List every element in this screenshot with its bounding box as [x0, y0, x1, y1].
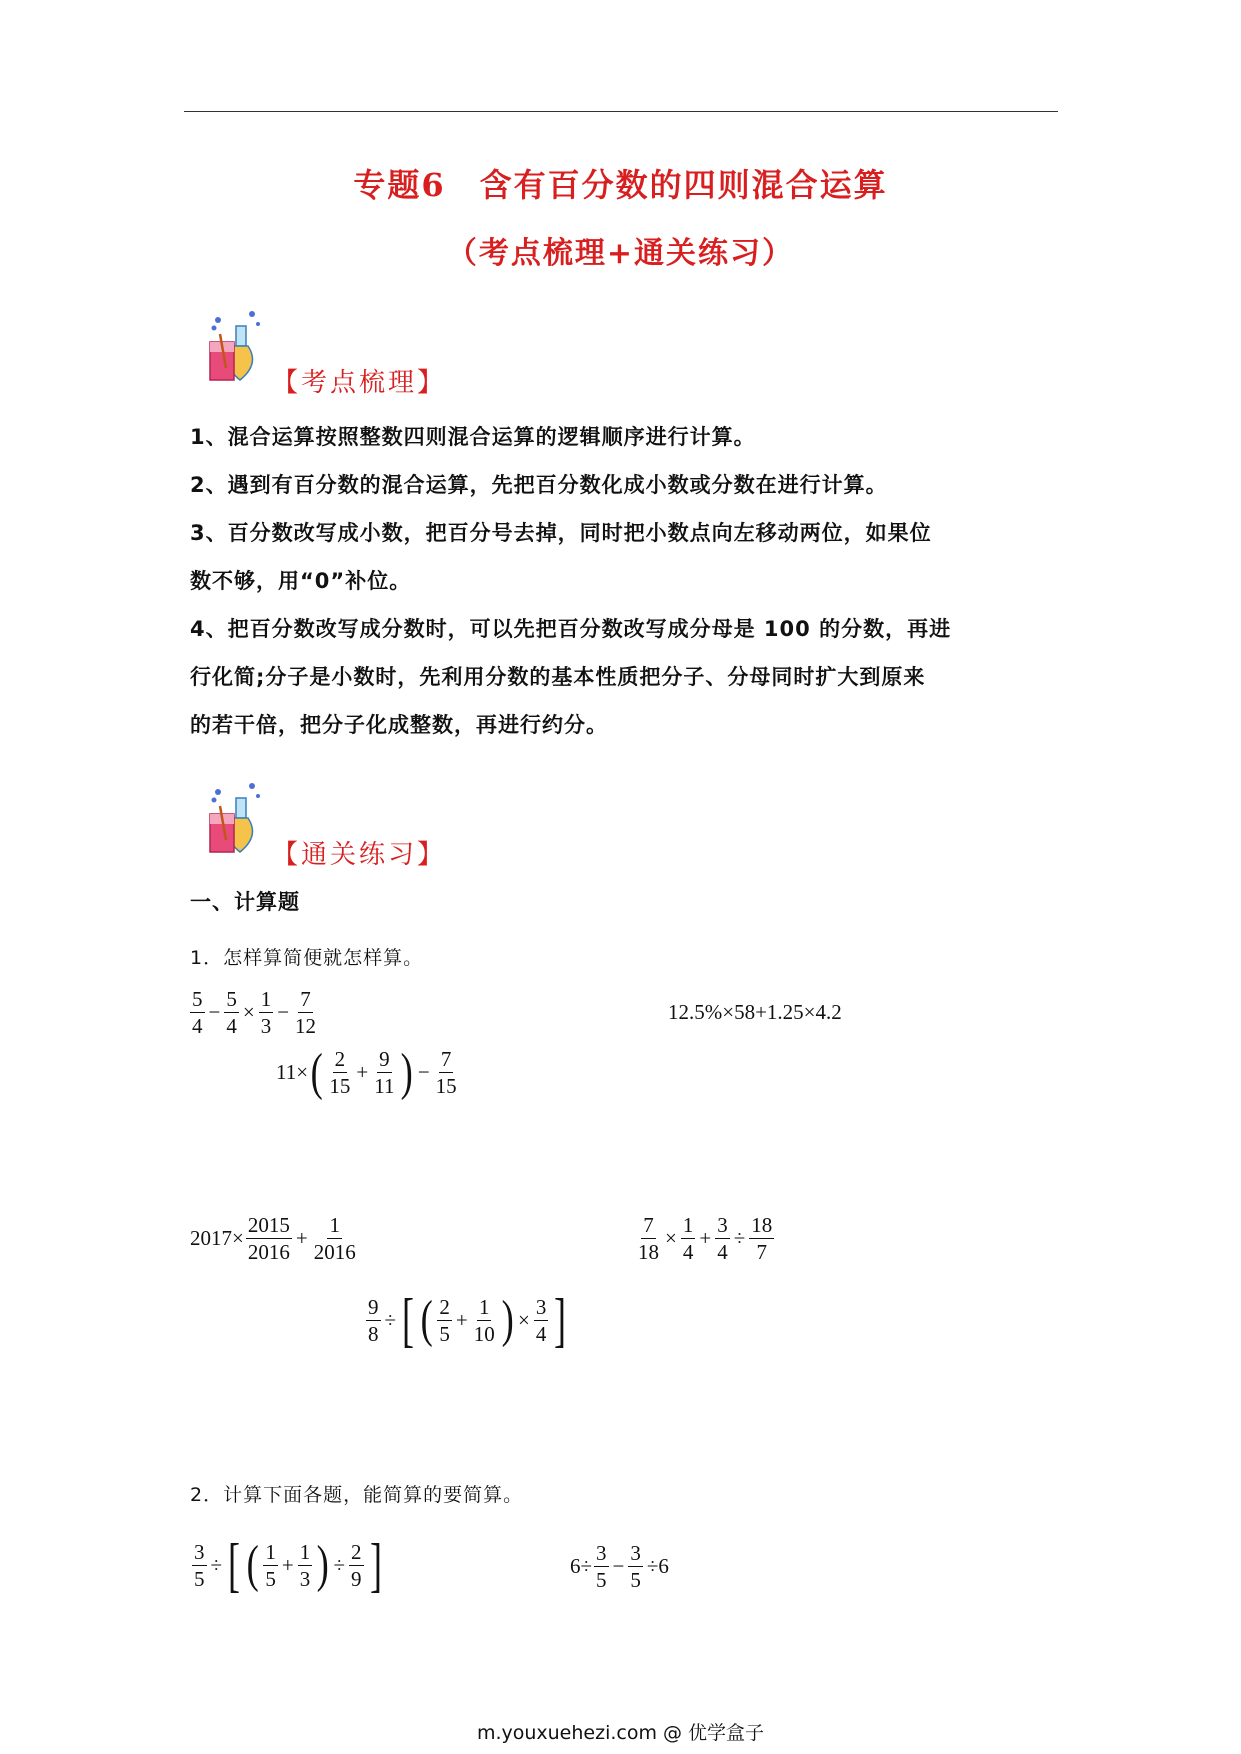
fraction: $\frac{2015}{2016}$ — [247, 1213, 290, 1264]
flask-beaker-icon — [206, 308, 262, 388]
fraction: $\frac{1}{3}$ — [260, 987, 272, 1038]
point-line: 行化简;分子是小数时，先利用分数的基本性质把分子、分母同时扩大到原来 — [190, 665, 926, 689]
fraction: $\frac{3}{5}$ — [596, 1541, 607, 1592]
page-title: 专题6 含有百分数的四则混合运算 — [353, 166, 888, 204]
q1-expression-2: 12.5%×58+1.25×4.2 — [668, 1000, 842, 1024]
q1-expression-4: 2017× $\frac{2015}{2016}$ + $\frac{1}{2016}$ — [190, 1213, 356, 1264]
point-line: 的若干倍，把分子化成整数，再进行约分。 — [190, 713, 608, 737]
point-line: 数不够，用“0”补位。 — [190, 569, 412, 593]
q1-expression-5: $\frac{7}{18}$ × $\frac{1}{4}$ + $\frac{3}{4}$ ÷ $\frac{18}{7}$ — [638, 1213, 773, 1264]
point-line: 1、混合运算按照整数四则混合运算的逻辑顺序进行计算。 — [190, 425, 756, 449]
fraction: $\frac{5}{4}$ — [192, 987, 203, 1038]
footer-source: m.youxuehezi.com @ 优学盒子 — [476, 1722, 765, 1744]
fraction: $\frac{7}{12}$ — [295, 987, 317, 1038]
point-line: 4、把百分数改写成分数时，可以先把百分数改写成分母是 100 的分数，再进 — [190, 617, 952, 641]
q2-expression-1: $\frac{3}{5}$ ÷ [ ( $\frac{1}{5}$ + $\frac{1}{3}$ ) ÷ $\frac{2}{9}$ ] — [194, 1532, 382, 1598]
fraction: $\frac{1}{10}$ — [473, 1294, 495, 1346]
question-1-prompt: 1．怎样算简便就怎样算。 — [190, 947, 424, 969]
fraction: $\frac{5}{4}$ — [226, 987, 237, 1038]
section-label-practice: 【通关练习】 — [272, 840, 447, 870]
top-rule — [184, 111, 1058, 112]
fraction: $\frac{1}{3}$ — [299, 1539, 311, 1591]
point-line: 2、遇到有百分数的混合运算，先把百分数化成小数或分数在进行计算。 — [190, 473, 888, 497]
fraction: $\frac{1}{5}$ — [265, 1539, 276, 1591]
fraction: $\frac{3}{4}$ — [535, 1294, 547, 1346]
flask-beaker-icon — [206, 780, 262, 860]
fraction: $\frac{1}{2016}$ — [313, 1213, 356, 1264]
fraction: $\frac{3}{4}$ — [717, 1213, 728, 1264]
fraction: $\frac{2}{9}$ — [351, 1539, 362, 1591]
fraction: $\frac{7}{15}$ — [435, 1047, 457, 1098]
fraction: $\frac{9}{8}$ — [368, 1294, 379, 1346]
question-2-prompt: 2．计算下面各题，能简算的要简算。 — [190, 1484, 524, 1506]
q1-expression-1: $\frac{5}{4}$ − $\frac{5}{4}$ × $\frac{1}{3}$ − $\frac{7}{12}$ — [192, 987, 317, 1038]
q1-expression-6: $\frac{9}{8}$ ÷ [ ( $\frac{2}{5}$ + $\frac{1}{10}$ ) × $\frac{3}{4}$ ] — [368, 1287, 567, 1353]
page-subtitle: （考点梳理+通关练习） — [446, 236, 795, 271]
points-list — [190, 413, 1070, 749]
fraction: $\frac{2}{15}$ — [329, 1047, 351, 1098]
section-label-points: 【考点梳理】 — [272, 368, 447, 398]
q1-expression-3: 11× ( $\frac{2}{15}$ + $\frac{9}{11}$ ) − $\frac{7}{15}$ — [276, 1043, 457, 1101]
fraction: $\frac{2}{5}$ — [439, 1294, 450, 1346]
fraction: $\frac{7}{18}$ — [638, 1213, 659, 1264]
fraction: $\frac{9}{11}$ — [374, 1047, 395, 1098]
fraction: $\frac{3}{5}$ — [194, 1539, 205, 1591]
fraction: $\frac{3}{5}$ — [630, 1541, 641, 1592]
q2-expression-2: 6÷ $\frac{3}{5}$ − $\frac{3}{5}$ ÷6 — [570, 1541, 669, 1592]
fraction: $\frac{18}{7}$ — [751, 1213, 773, 1264]
question-group-heading: 一、计算题 — [190, 890, 300, 914]
point-line: 3、百分数改写成小数，把百分号去掉，同时把小数点向左移动两位，如果位 — [190, 521, 932, 545]
fraction: $\frac{1}{4}$ — [682, 1213, 694, 1264]
